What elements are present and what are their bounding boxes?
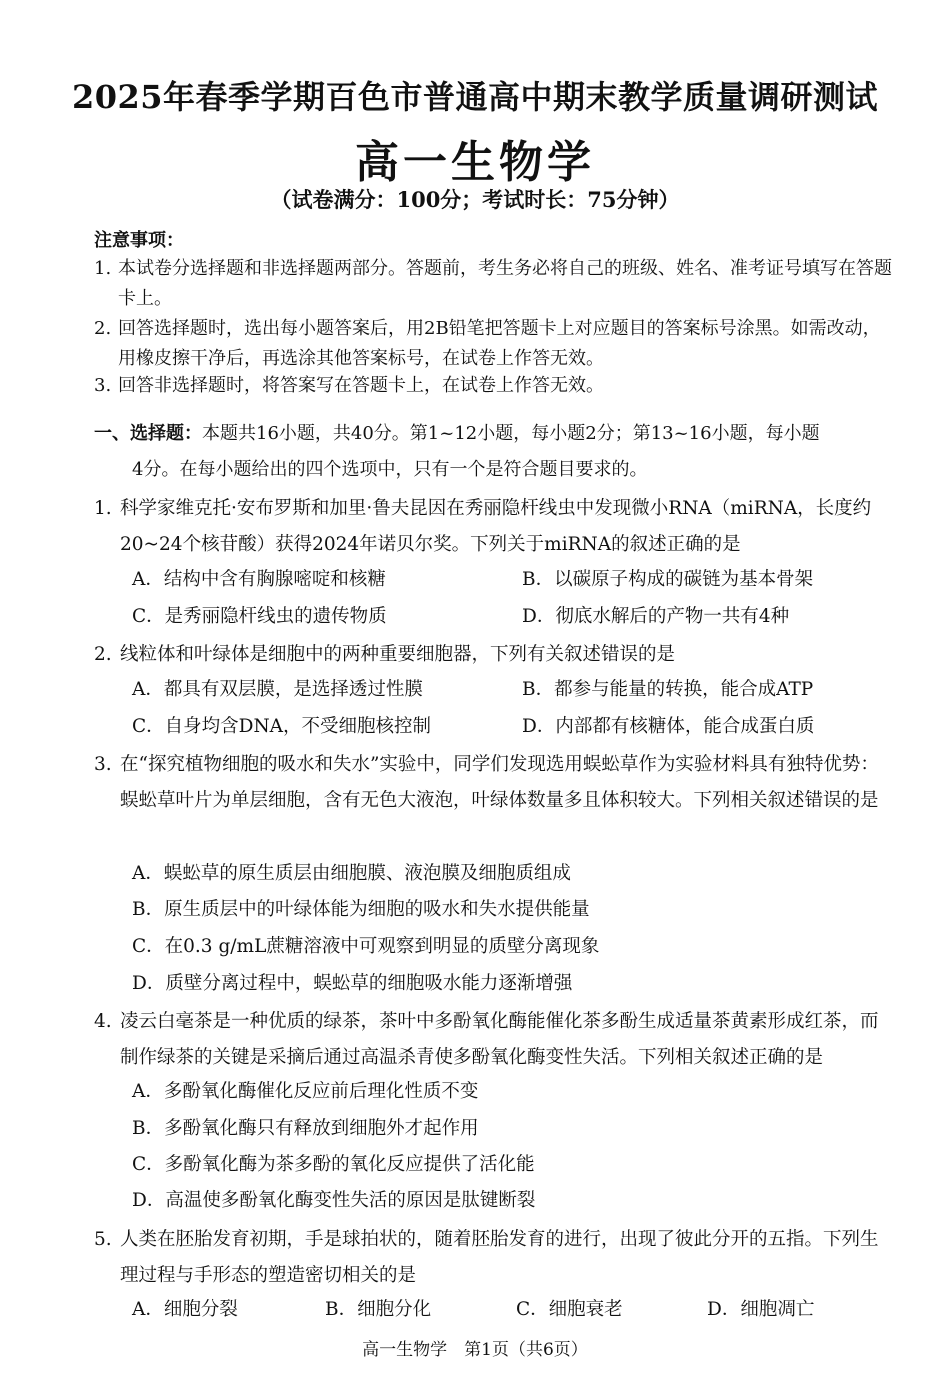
section-desc-1: 本题共16小题，共40分。第1~12小题，每小题2分；第13~16小题，每小题 [202, 423, 820, 444]
option-d: D．高温使多酚氧化酶变性失活的原因是肽键断裂 [132, 1190, 536, 1211]
question-number: 4. [94, 1011, 112, 1032]
exam-title: 2025年春季学期百色市普通高中期末教学质量调研测试 [71, 78, 879, 116]
question-stem: 线粒体和叶绿体是细胞中的两种重要细胞器，下列有关叙述错误的是 [120, 644, 676, 665]
option-a: A．都具有双层膜，是选择透过性膜 [132, 679, 423, 700]
notes-title: 注意事项： [94, 230, 184, 251]
note-text: 回答非选择题时，将答案写在答题卡上，在试卷上作答无效。 [118, 375, 604, 396]
note-item [94, 371, 894, 401]
question-stem: 科学家维克托·安布罗斯和加里·鲁夫昆因在秀丽隐杆线虫中发现微小RNA（miRNA，长度约20~24个核苷酸）获得2024年诺贝尔奖。下列关于miRNA的叙述正确的是 [120, 498, 872, 555]
option-a: A．蜈蚣草的原生质层由细胞膜、液泡膜及细胞质组成 [132, 863, 571, 884]
subject-title: 高一生物学 [355, 137, 595, 188]
option-a: A．多酚氧化酶催化反应前后理化性质不变 [132, 1081, 479, 1102]
question-number: 5. [94, 1229, 112, 1250]
option-b: B．以碳原子构成的碳链为基本骨架 [522, 569, 814, 590]
question-3 [94, 747, 894, 819]
option-c: C．细胞衰老 [516, 1299, 623, 1320]
question-4 [94, 1004, 894, 1076]
option-b: B．细胞分化 [325, 1299, 432, 1320]
note-number: 3. [94, 375, 112, 396]
section-label: 一、选择题： [94, 423, 202, 444]
section-heading [94, 416, 894, 488]
question-number: 3. [94, 754, 112, 775]
exam-info: （试卷满分：100分；考试时长：75分钟） [270, 187, 680, 212]
note-number: 1. [94, 258, 112, 279]
option-b: B．多酚氧化酶只有释放到细胞外才起作用 [132, 1118, 479, 1139]
option-b: B．原生质层中的叶绿体能为细胞的吸水和失水提供能量 [132, 899, 590, 920]
option-b: B．都参与能量的转换，能合成ATP [522, 679, 814, 700]
note-text: 本试卷分选择题和非选择题两部分。答题前，考生务必将自己的班级、姓名、准考证号填写在答题卡上。 [118, 258, 892, 309]
note-item [94, 314, 894, 374]
question-number: 1. [94, 498, 112, 519]
note-number: 2. [94, 318, 112, 339]
question-stem: 人类在胚胎发育初期，手是球拍状的，随着胚胎发育的进行，出现了彼此分开的五指。下列生理过程与手形态的塑造密切相关的是 [120, 1229, 879, 1286]
question-2 [94, 637, 894, 673]
question-stem: 在“探究植物细胞的吸水和失水”实验中，同学们发现选用蜈蚣草作为实验材料具有独特优势：蜈蚣草叶片为单层细胞，含有无色大液泡，叶绿体数量多且体积较大。下列相关叙述错误的是 [120, 754, 879, 811]
note-item [94, 254, 894, 314]
option-c: C．多酚氧化酶为茶多酚的氧化反应提供了活化能 [132, 1154, 535, 1175]
option-c: C．在0.3 g/mL蔗糖溶液中可观察到明显的质壁分离现象 [132, 936, 600, 957]
option-a: A．结构中含有胸腺嘧啶和核糖 [132, 569, 386, 590]
option-d: D．内部都有核糖体，能合成蛋白质 [522, 716, 815, 737]
question-5 [94, 1222, 894, 1294]
note-text: 回答选择题时，选出每小题答案后，用2B铅笔把答题卡上对应题目的答案标号涂黑。如需改动，用橡皮擦干净后，再选涂其他答案标号，在试卷上作答无效。 [118, 318, 881, 369]
option-d: D．细胞凋亡 [707, 1299, 815, 1320]
option-a: A．细胞分裂 [132, 1299, 238, 1320]
section-desc-2: 4分。在每小题给出的四个选项中，只有一个是符合题目要求的。 [132, 459, 648, 480]
question-stem: 凌云白毫茶是一种优质的绿茶，茶叶中多酚氧化酶能催化茶多酚生成适量茶黄素形成红茶，而制作绿茶的关键是采摘后通过高温杀青使多酚氧化酶变性失活。下列相关叙述正确的是 [120, 1011, 879, 1068]
option-c: C．自身均含DNA，不受细胞核控制 [132, 716, 432, 737]
page-footer: 高一生物学 第1页（共6页） [362, 1340, 588, 1360]
option-d: D．彻底水解后的产物一共有4种 [522, 606, 790, 627]
question-number: 2. [94, 644, 112, 665]
option-d: D．质壁分离过程中，蜈蚣草的细胞吸水能力逐渐增强 [132, 973, 573, 994]
option-c: C．是秀丽隐杆线虫的遗传物质 [132, 606, 387, 627]
question-1 [94, 491, 894, 563]
